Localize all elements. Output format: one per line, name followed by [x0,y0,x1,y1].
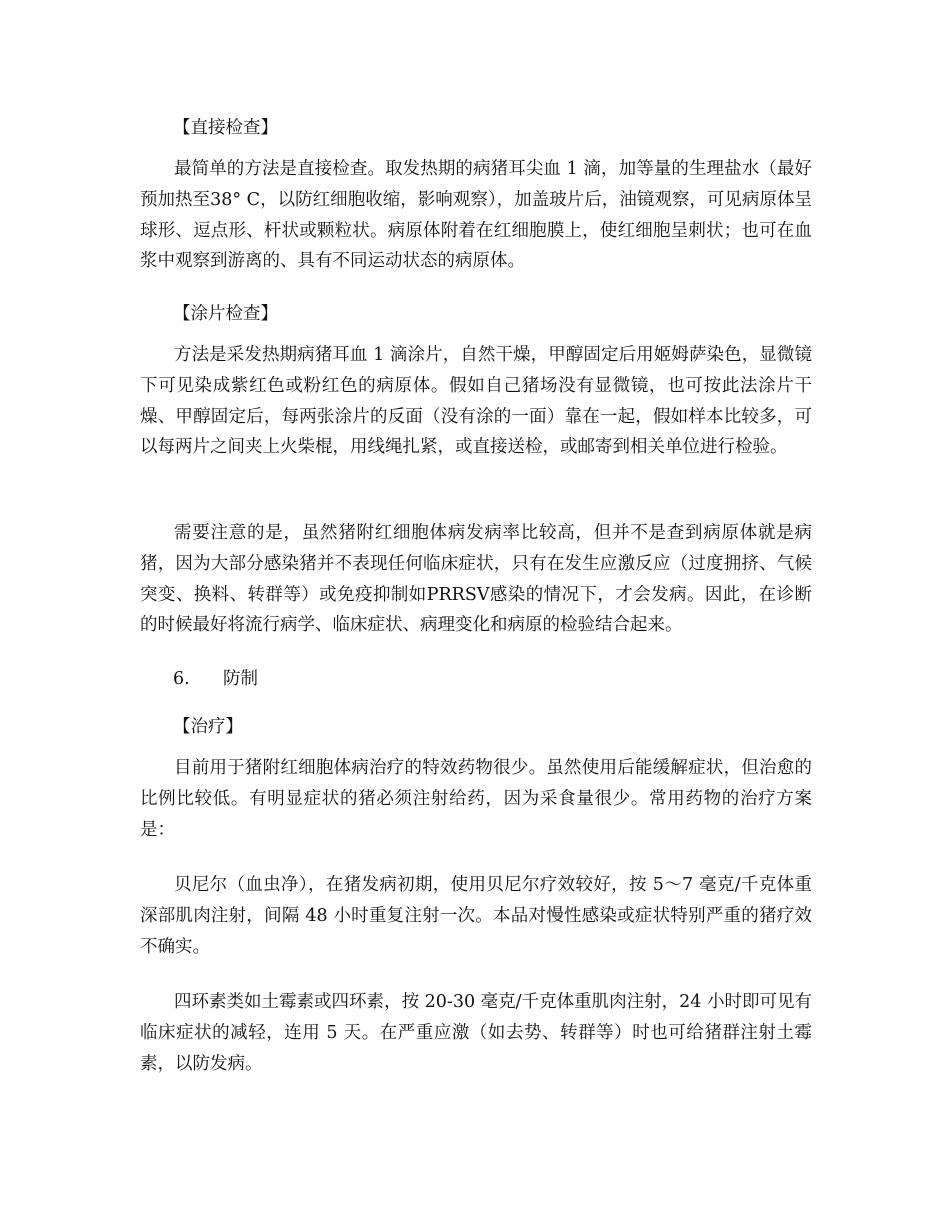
paragraph-berenil: 贝尼尔（血虫净），在猪发病初期，使用贝尼尔疗效较好，按 5～7 毫克/千克体重深部肌肉注射，间隔 48 小时重复注射一次。本品对慢性感染或症状特别严重的猪疗效不确实。 [140,875,812,957]
heading-smear-exam: 【涂片检查】 [173,304,278,324]
heading-direct-exam: 【直接检查】 [173,118,278,138]
section-heading-prevention [173,667,258,691]
section-number: 6. [173,669,190,689]
paragraph-smear-exam: 方法是采发热期病猪耳血 1 滴涂片，自然干燥，甲醇固定后用姬姆萨染色，显微镜下可见染成紫红色或粉红色的病原体。假如自己猪场没有显微镜，也可按此法涂片干燥、甲醇固定后，每两张涂片的反面（没有涂的一面）靠在一起，假如样本比较多，可以每两片之间夹上火柴棍，用线绳扎紧，或直接送检，或邮寄到相关单位进行检验。 [140,345,812,458]
paragraph-treatment-intro: 目前用于猪附红细胞体病治疗的特效药物很少。虽然使用后能缓解症状，但治愈的比例比较低。有明显症状的猪必须注射给药，因为采食量很少。常用药物的治疗方案是： [140,758,812,840]
section-title: 防制 [223,669,258,689]
heading-treatment: 【治疗】 [173,717,243,737]
paragraph-direct-exam: 最简单的方法是直接检查。取发热期的病猪耳尖血 1 滴，加等量的生理盐水（最好预加热至38° C，以防红细胞收缩，影响观察），加盖玻片后，油镜观察，可见病原体呈球形、逗点形、杆状或颗粒状。病原体附着在红细胞膜上，使红细胞呈刺状；也可在血浆中观察到游离的、具有不同运动状态的病原体。 [140,159,812,272]
paragraph-diagnosis-note: 需要注意的是，虽然猪附红细胞体病发病率比较高，但并不是查到病原体就是病猪，因为大部分感染猪并不表现任何临床症状，只有在发生应激反应（过度拥挤、气候突变、换料、转群等）或免疫抑制如PRRSV感染的情况下，才会发病。因此，在诊断的时候最好将流行病学、临床症状、病理变化和病原的检验结合起来。 [140,523,812,636]
paragraph-tetracycline: 四环素类如土霉素或四环素，按 20-30 毫克/千克体重肌肉注射，24 小时即可见有临床症状的减轻，连用 5 天。在严重应激（如去势、转群等）时也可给猪群注射土霉素，以防发病。 [140,992,812,1074]
